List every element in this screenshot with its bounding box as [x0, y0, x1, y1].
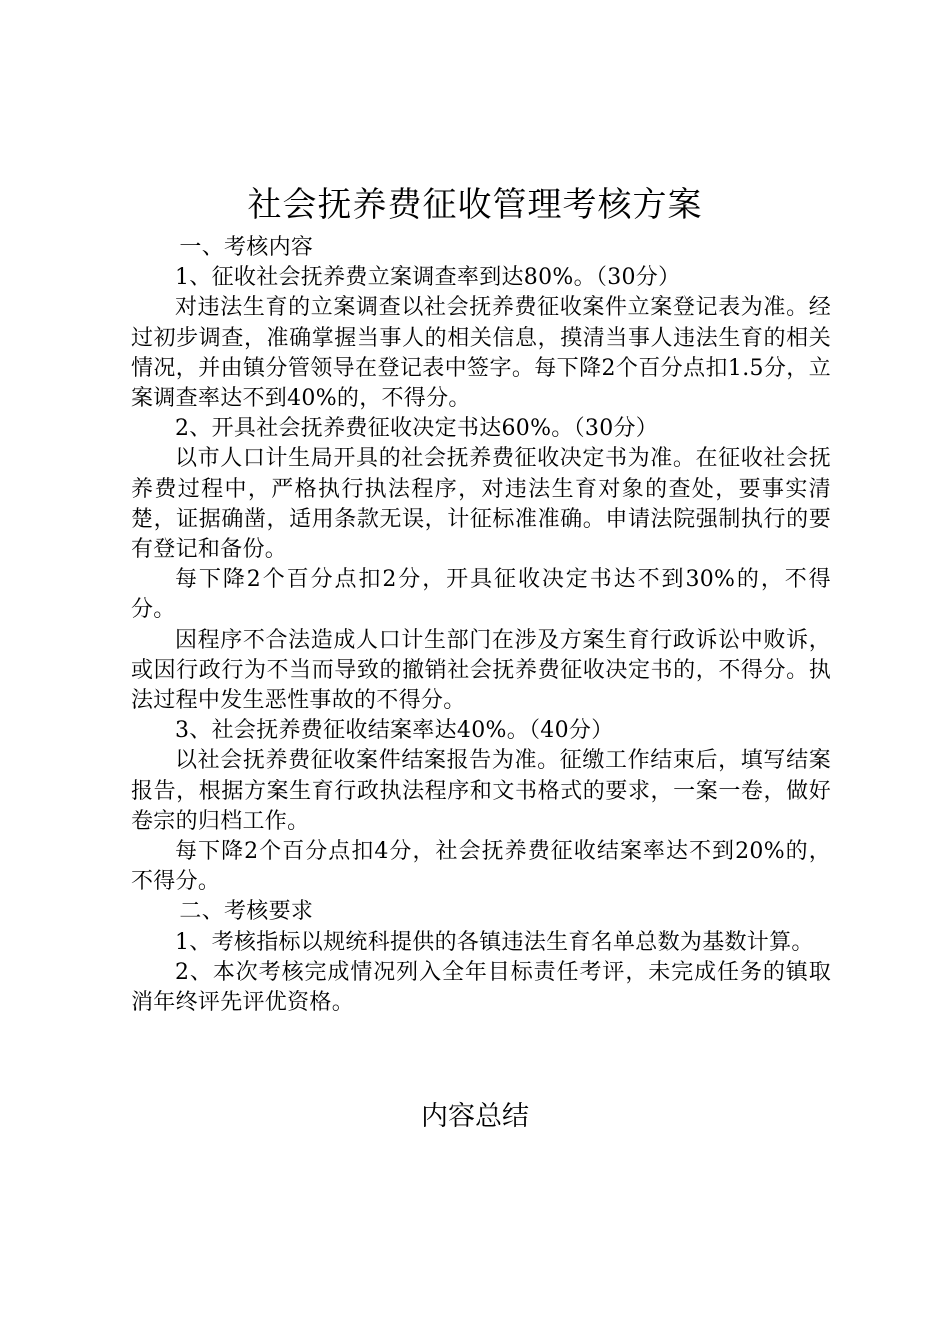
item-2-deduction-paragraph: 每下降2个百分点扣2分，开具征收决定书达不到30%的，不得分。 [131, 567, 831, 623]
item-2-heading: 2、开具社会抚养费征收决定书达60%。（30分） [175, 416, 659, 442]
section-heading-assessment-requirements: 二、考核要求 [179, 899, 314, 925]
item-3-deduction-paragraph: 每下降2个百分点扣4分，社会抚养费征收结案率达不到20%的，不得分。 [131, 839, 831, 895]
section-heading-assessment-content: 一、考核内容 [179, 235, 314, 260]
item-3-paragraph: 以社会抚养费征收案件结案报告为准。征缴工作结束后，填写结案报告，根据方案生育行政执法程序和文书格式的要求，一案一卷，做好卷宗的归档工作。 [131, 748, 831, 834]
item-1-heading: 1、征收社会抚养费立案调查率到达80%。（30分） [175, 265, 681, 291]
item-3-heading: 3、社会抚养费征收结案率达40%。（40分） [175, 718, 614, 744]
requirement-2-paragraph: 2、本次考核完成情况列入全年目标责任考评，未完成任务的镇取消年终评先评优资格。 [131, 959, 831, 1016]
summary-heading: 内容总结 [421, 1101, 529, 1132]
item-2-paragraph: 以市人口计生局开具的社会抚养费征收决定书为准。在征收社会抚养费过程中，严格执行执法程序，对违法生育对象的查处，要事实清楚，证据确凿，适用条款无误，计征标准准确。申请法院强制执行的要有登记和备份。 [131, 446, 831, 563]
requirement-1-paragraph: 1、考核指标以规统科提供的各镇违法生育名单总数为基数计算。 [175, 929, 814, 955]
item-2-penalty-paragraph: 因程序不合法造成人口计生部门在涉及方案生育行政诉讼中败诉，或因行政行为不当而导致的撤销社会抚养费征收决定书的，不得分。执法过程中发生恶性事故的不得分。 [131, 627, 831, 714]
item-1-paragraph: 对违法生育的立案调查以社会抚养费征收案件立案登记表为准。经过初步调查，准确掌握当事人的相关信息，摸清当事人违法生育的相关情况，并由镇分管领导在登记表中签字。每下降2个百分点扣1.5分，立案调查率达不到40%的，不得分。 [131, 295, 831, 412]
document-body [131, 233, 831, 1018]
document-title: 社会抚养费征收管理考核方案 [247, 185, 703, 225]
